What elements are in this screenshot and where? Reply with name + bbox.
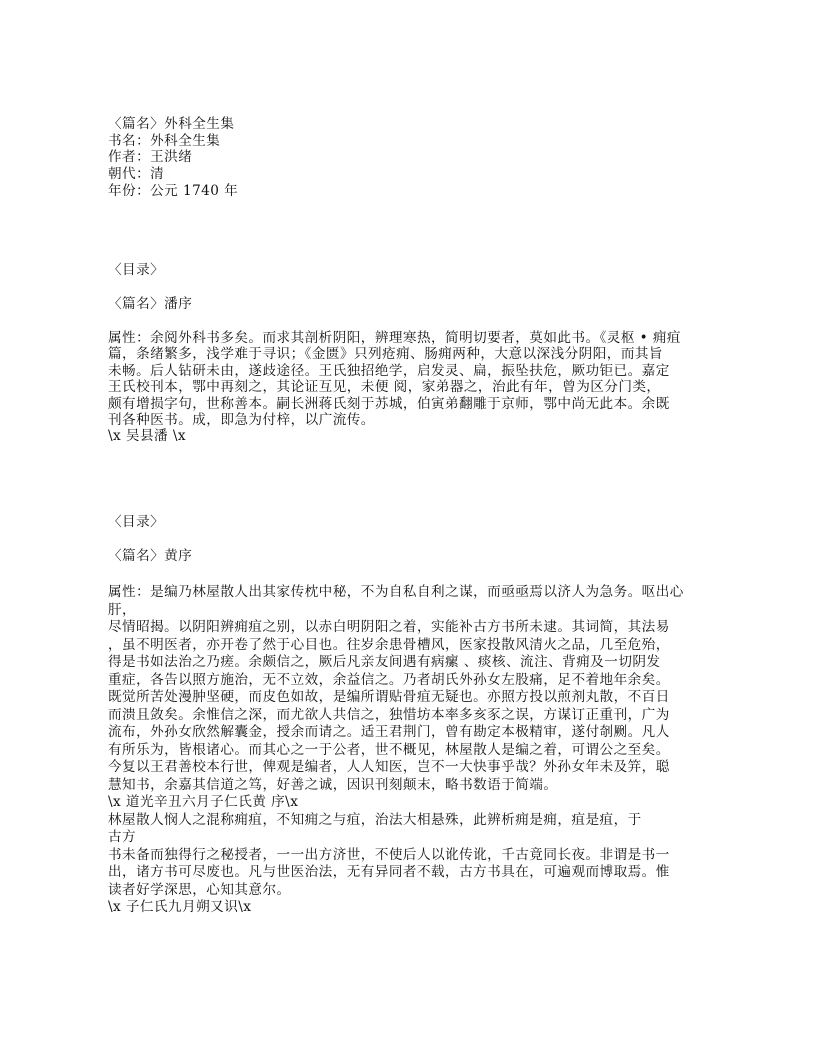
text-line: 得是书如法治之乃瘥。余颇信之，厥后凡亲友间遇有病瘰 、痰核、流注、背痈及一切阴发 (108, 654, 661, 670)
text-line: 流布，外孙女欣然解囊金，授余而请之。适王君荆门，曾有勘定本极精审，遂付剞劂。凡人 (108, 724, 670, 740)
text-line: 篇，条绪繁多，浅学难于寻识；《金匮》只列疮痈、肠痈两种，大意以深浅分阴阳，而其旨 (108, 346, 663, 363)
text-line: 〈篇名〉外科全生集 (108, 116, 235, 132)
text-line: 肝， (108, 601, 137, 618)
text-line: 未畅。后人钻研未由，遂歧途径。王氏独招绝学，启发灵、扁，振坠扶危，厥功钜已。嘉定 (108, 362, 670, 379)
book-info (108, 116, 238, 199)
text-line: 而溃且敛矣。余惟信之深，而尤欲人共信之，独惜坊本率多亥豕之误，方谋订正重刊，广为 (108, 706, 670, 723)
text-line: 读者好学深思，心知其意尔。 (108, 881, 291, 898)
section-title (108, 296, 192, 313)
toc-heading (108, 514, 164, 531)
section-title (108, 548, 192, 565)
toc-heading (108, 262, 164, 279)
text-line: 出，诸方书可尽废也。凡与世医治法，无有异同者不载，古方书具在，可遍观而博取焉。惟 (108, 864, 670, 880)
text-line: 属性：余阅外科书多矣。而求其剖析阴阳，辨理寒热，简明切要者，莫如此书。《灵枢 • 痈疽 (108, 330, 681, 346)
section-title-pan: 〈篇名〉潘序 (108, 296, 193, 312)
text-line: 重症，各告以照方施治，无不立效，余益信之。乃者胡氏外孙女左股痛，足不着地年余矣。 (108, 671, 670, 688)
text-line: 朝代：清 (108, 166, 165, 183)
text-line: 慧知书，余嘉其信道之笃，好善之诚，因识刊刻颠末，略书数语于简端。 (108, 776, 558, 793)
text-line: \x 吴县潘 \x (108, 428, 186, 445)
section-title-huang: 〈篇名〉黄序 (108, 548, 193, 564)
text-line: 刊各种医书。成，即急为付梓，以广流传。 (108, 411, 375, 428)
text-line: 有所乐为，皆根诸心。而其心之一于公者，世不概见，林屋散人是编之着，可谓公之至矣。 (108, 741, 670, 758)
text-line: ，虽不明医者，亦开卷了然于心目也。往岁余患骨槽风，医家投散风清火之品，几至危殆， (108, 636, 670, 653)
text-line: 古方 (108, 829, 137, 845)
section-body-huang (108, 584, 684, 917)
text-line: 属性：是编乃林屋散人出其家传枕中秘，不为自私自利之谋，而亟亟焉以济人为急务。呕出心 (108, 584, 684, 600)
section-body-pan (108, 330, 681, 445)
text-line: 书未备而独得行之秘授者，一一出方济世，不使后人以讹传讹，千古竟同长夜。非谓是书一 (108, 846, 670, 863)
toc-label: 〈目录〉 (108, 514, 165, 530)
text-line: 作者：王洪绪 (108, 149, 193, 166)
text-line: 今复以王君善校本行世，俾观是编者，人人知医，岂不一大快事乎哉？外孙女年未及笄，聪 (108, 759, 670, 775)
text-line: \x 子仁氏九月朔又识\x (108, 899, 252, 915)
text-line: 书名：外科全生集 (108, 132, 221, 149)
text-line: 年份：公元 1740 年 (108, 182, 239, 199)
text-line: 王氏校刊本，鄂中再刻之，其论证互见，未便 阅，家弟器之，治此有年，曾为区分门类， (108, 379, 661, 396)
text-line: 颇有增损字句，世称善本。嗣长洲蒋氏刻于苏城，伯寅弟翻雕于京师，鄂中尚无此本。余既 (108, 395, 670, 412)
text-line: \x 道光辛丑六月子仁氏黄 序\x (108, 794, 299, 810)
text-line: 尽情昭揭。以阴阳辨痈疽之别，以赤白明阴阳之着，实能补古方书所未逮。其词简，其法易 (108, 619, 670, 635)
text-line: 林屋散人悯人之混称痈疽，不知痈之与疽，治法大相悬殊，此辨析痈是痈，疽是疽，于 (108, 811, 642, 828)
toc-label: 〈目录〉 (108, 262, 165, 278)
text-line: 既觉所苦处漫肿坚硬，而皮色如故，是编所谓贴骨疽无疑也。亦照方投以煎剂丸散，不百日 (108, 689, 670, 705)
